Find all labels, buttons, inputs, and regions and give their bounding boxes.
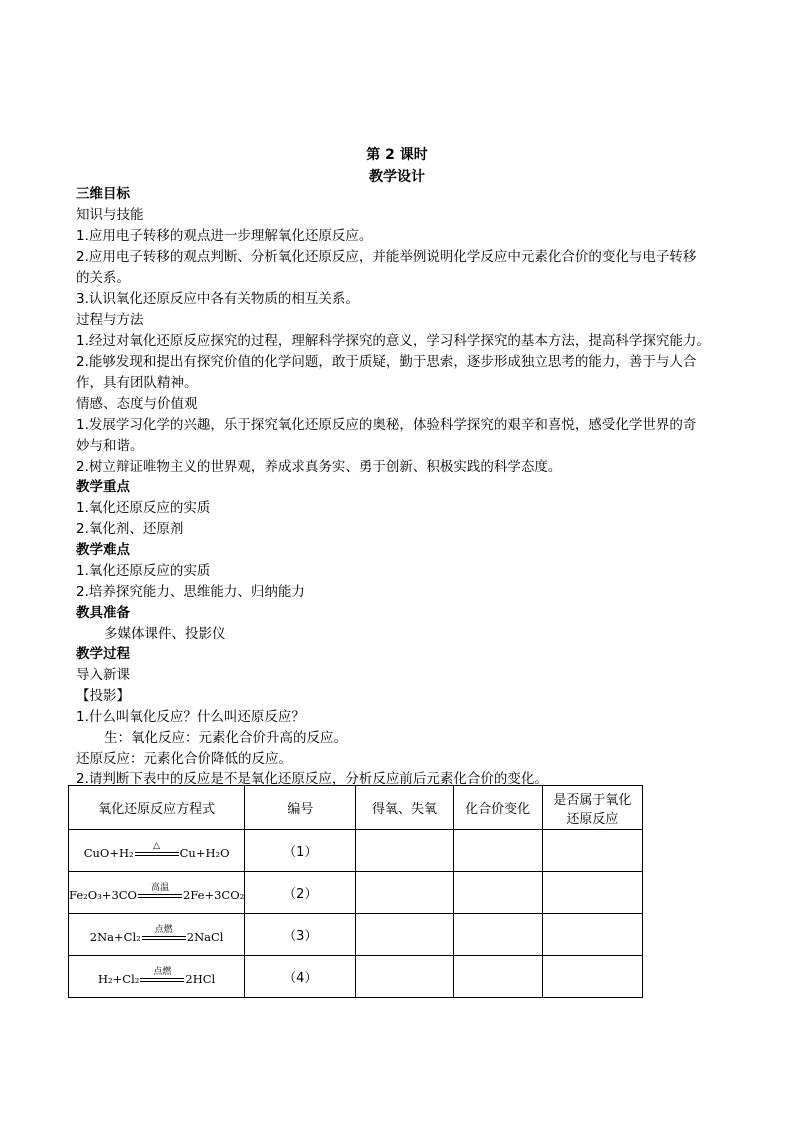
table-header-row [69,786,643,830]
text-line: 1.发展学习化学的兴趣，乐于探究氧化还原反应的奥秘，体验科学探究的艰辛和喜悦，感受化学世界的奇 [76,417,697,433]
heading-key-points: 教学重点 [76,479,130,495]
heading-materials: 教具准备 [76,605,130,621]
equation-cell [69,914,245,956]
text-line: 还原反应：元素化合价降低的反应。 [76,751,292,767]
products: 2NaCl [186,929,224,944]
subheading: 情感、态度与价值观 [76,396,198,412]
empty-cell[interactable] [542,956,642,998]
table-header: 化合价变化 [453,786,542,830]
text-line: 的关系。 [76,270,130,286]
reaction-condition: 高温 [150,882,169,893]
number-cell: （3） [245,914,356,956]
text-line: 作，具有团队精神。 [76,375,198,391]
products: 2Fe+3CO₂ [182,887,245,902]
equals-sign [138,894,182,898]
text-line: 多媒体课件、投影仪 [104,626,226,642]
empty-cell[interactable] [356,872,453,914]
text-line: 2.应用电子转移的观点判断、分析氧化还原反应，并能举例说明化学反应中元素化合价的变化与电子转移 [76,249,697,265]
equals-sign [135,852,179,856]
text-line: 1.氧化还原反应的实质 [76,563,211,579]
text-line: 【投影】 [76,688,130,704]
text-line: 2.请判断下表中的反应是不是氧化还原反应，分析反应前后元素化合价的变化。 [76,771,548,787]
empty-cell[interactable] [542,872,642,914]
reaction-condition: 点燃 [154,924,173,935]
empty-cell[interactable] [453,872,542,914]
reaction-condition: △ [153,840,161,851]
equals-sign [140,978,184,982]
heading-objectives: 三维目标 [76,186,130,202]
table-row [69,830,643,872]
text-line: 导入新课 [76,667,130,683]
text-line: 1.氧化还原反应的实质 [76,500,211,516]
empty-cell[interactable] [356,830,453,872]
empty-cell[interactable] [453,956,542,998]
table-row [69,872,643,914]
table-header: 编号 [245,786,356,830]
lesson-subtitle: 教学设计 [369,169,425,185]
reaction-condition: 点燃 [153,966,172,977]
equals-sign [142,936,186,940]
empty-cell[interactable] [453,830,542,872]
table-row [69,956,643,998]
empty-cell[interactable] [356,914,453,956]
lesson-title: 第 2 课时 [366,147,428,163]
text-line: 2.氧化剂、还原剂 [76,521,184,537]
number-cell: （2） [245,872,356,914]
products: 2HCl [185,971,216,986]
empty-cell[interactable] [542,914,642,956]
reactants: 2Na+Cl₂ [89,929,141,944]
text-line: 1.什么叫氧化反应？什么叫还原反应？ [76,709,305,725]
equation-cell [69,956,245,998]
text-line: 3.认识氧化还原反应中各有关物质的相互关系。 [76,291,359,307]
text-line: 妙与和谐。 [76,438,144,454]
table-row [69,914,643,956]
text-line: 1.应用电子转移的观点进一步理解氧化还原反应。 [76,228,373,244]
number-cell: （4） [245,956,356,998]
empty-cell[interactable] [542,830,642,872]
reactants: H₂+Cl₂ [98,971,140,986]
subheading: 过程与方法 [76,312,144,328]
reactants: Fe₂O₃+3CO [69,887,137,902]
text-line: 2.能够发现和提出有探究价值的化学问题，敢于质疑，勤于思索，逐步形成独立思考的能力，善于与人合 [76,354,697,370]
table-header: 得氧、失氧 [356,786,453,830]
reaction-table [68,785,643,998]
number-cell: （1） [245,830,356,872]
text-line: 生：氧化反应：元素化合价升高的反应。 [104,730,347,746]
table-header: 是否属于氧化还原反应 [542,786,642,830]
equation-cell [69,830,245,872]
products: Cu+H₂O [179,845,230,860]
text-line: 1.经过对氧化还原反应探究的过程，理解科学探究的意义，学习科学探究的基本方法，提高科学探究能力。 [76,333,710,349]
heading-difficulties: 教学难点 [76,542,130,558]
heading-process: 教学过程 [76,646,130,662]
text-line: 2.培养探究能力、思维能力、归纳能力 [76,584,305,600]
reactants: CuO+H₂ [83,845,134,860]
table-header: 氧化还原反应方程式 [69,786,245,830]
equation-cell [69,872,245,914]
empty-cell[interactable] [356,956,453,998]
subheading: 知识与技能 [76,207,144,223]
text-line: 2.树立辩证唯物主义的世界观，养成求真务实、勇于创新、积极实践的科学态度。 [76,459,562,475]
empty-cell[interactable] [453,914,542,956]
